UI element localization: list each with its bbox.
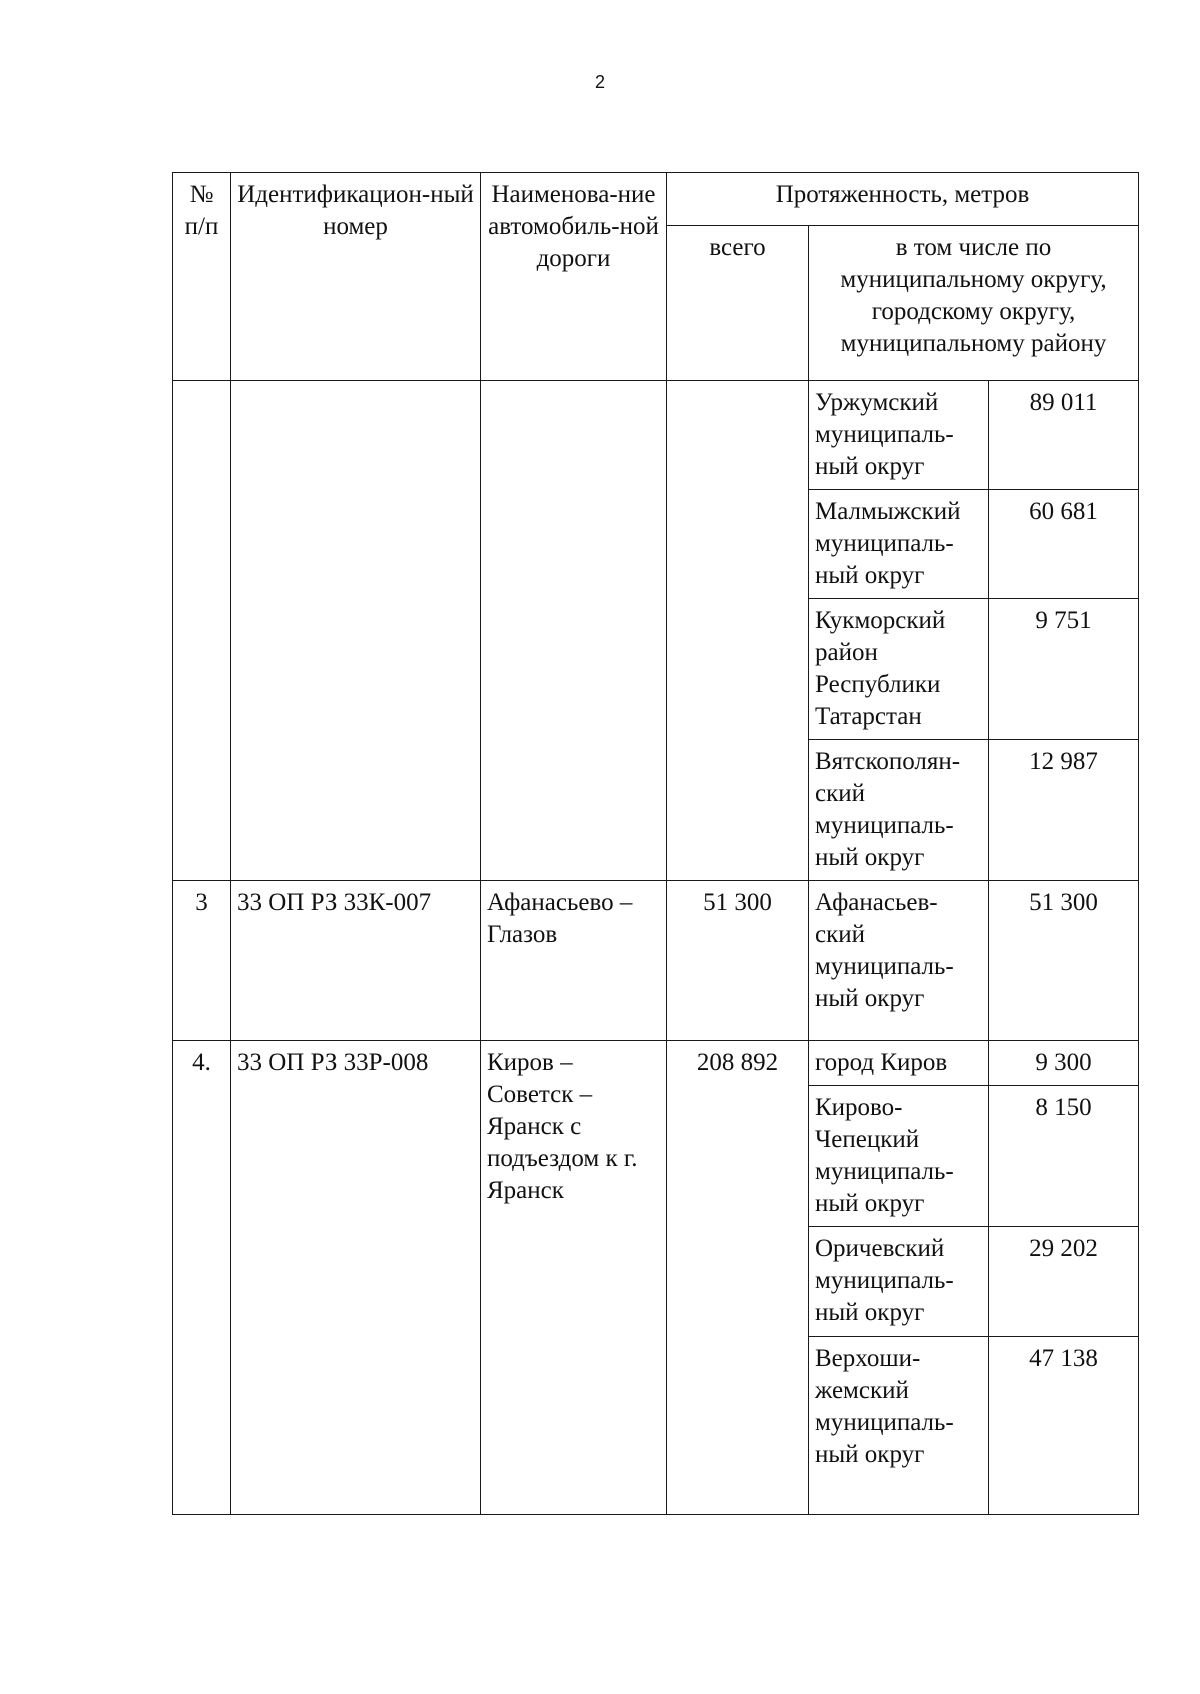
continuation-id (231, 381, 481, 881)
road-total: 208 892 (667, 1041, 809, 1515)
district-length: 9 300 (989, 1041, 1139, 1086)
header-id: Идентификацион-ный номер (231, 173, 481, 381)
district-name: Кирово-Чепецкий муниципаль-ный округ (809, 1086, 989, 1227)
district-name: город Киров (809, 1041, 989, 1086)
district-length: 51 300 (989, 881, 1139, 1041)
header-num: № п/п (173, 173, 231, 381)
district-name: Вятскополян-ский муниципаль-ный округ (809, 740, 989, 881)
road-num: 4. (173, 1041, 231, 1515)
district-length: 29 202 (989, 1227, 1139, 1337)
road-id: 33 ОП РЗ 33К-007 (231, 881, 481, 1041)
district-name: Оричевский муниципаль-ный округ (809, 1227, 989, 1337)
page-number: 2 (594, 72, 605, 92)
district-length: 47 138 (989, 1337, 1139, 1515)
header-including: в том числе по муниципальному округу, городскому округу, муниципальному району (809, 226, 1139, 381)
road-num: 3 (173, 881, 231, 1041)
district-length: 9 751 (989, 599, 1139, 740)
district-length: 60 681 (989, 490, 1139, 599)
road-id: 33 ОП РЗ 33Р-008 (231, 1041, 481, 1515)
header-length: Протяженность, метров (667, 173, 1139, 226)
continuation-num (173, 381, 231, 881)
roads-table (172, 172, 1139, 1515)
district-name: Кукморский район Республики Татарстан (809, 599, 989, 740)
district-length: 8 150 (989, 1086, 1139, 1227)
road-name: Афанасьево – Глазов (481, 881, 667, 1041)
road-total: 51 300 (667, 881, 809, 1041)
road-name: Киров – Советск – Яранск с подъездом к г. Яранск (481, 1041, 667, 1515)
district-name: Афанасьев-ский муниципаль-ный округ (809, 881, 989, 1041)
header-row-1 (173, 173, 1139, 226)
header-name: Наименова-ние автомобиль-ной дороги (481, 173, 667, 381)
table-row (173, 881, 1139, 1041)
continuation-name (481, 381, 667, 881)
district-length: 89 011 (989, 381, 1139, 490)
table-row (173, 381, 1139, 490)
district-name: Малмыжский муниципаль-ный округ (809, 490, 989, 599)
district-name: Уржумский муниципаль-ный округ (809, 381, 989, 490)
district-length: 12 987 (989, 740, 1139, 881)
continuation-total (667, 381, 809, 881)
table-row (173, 1041, 1139, 1086)
district-name: Верхоши-жемский муниципаль-ный округ (809, 1337, 989, 1515)
header-total: всего (667, 226, 809, 381)
